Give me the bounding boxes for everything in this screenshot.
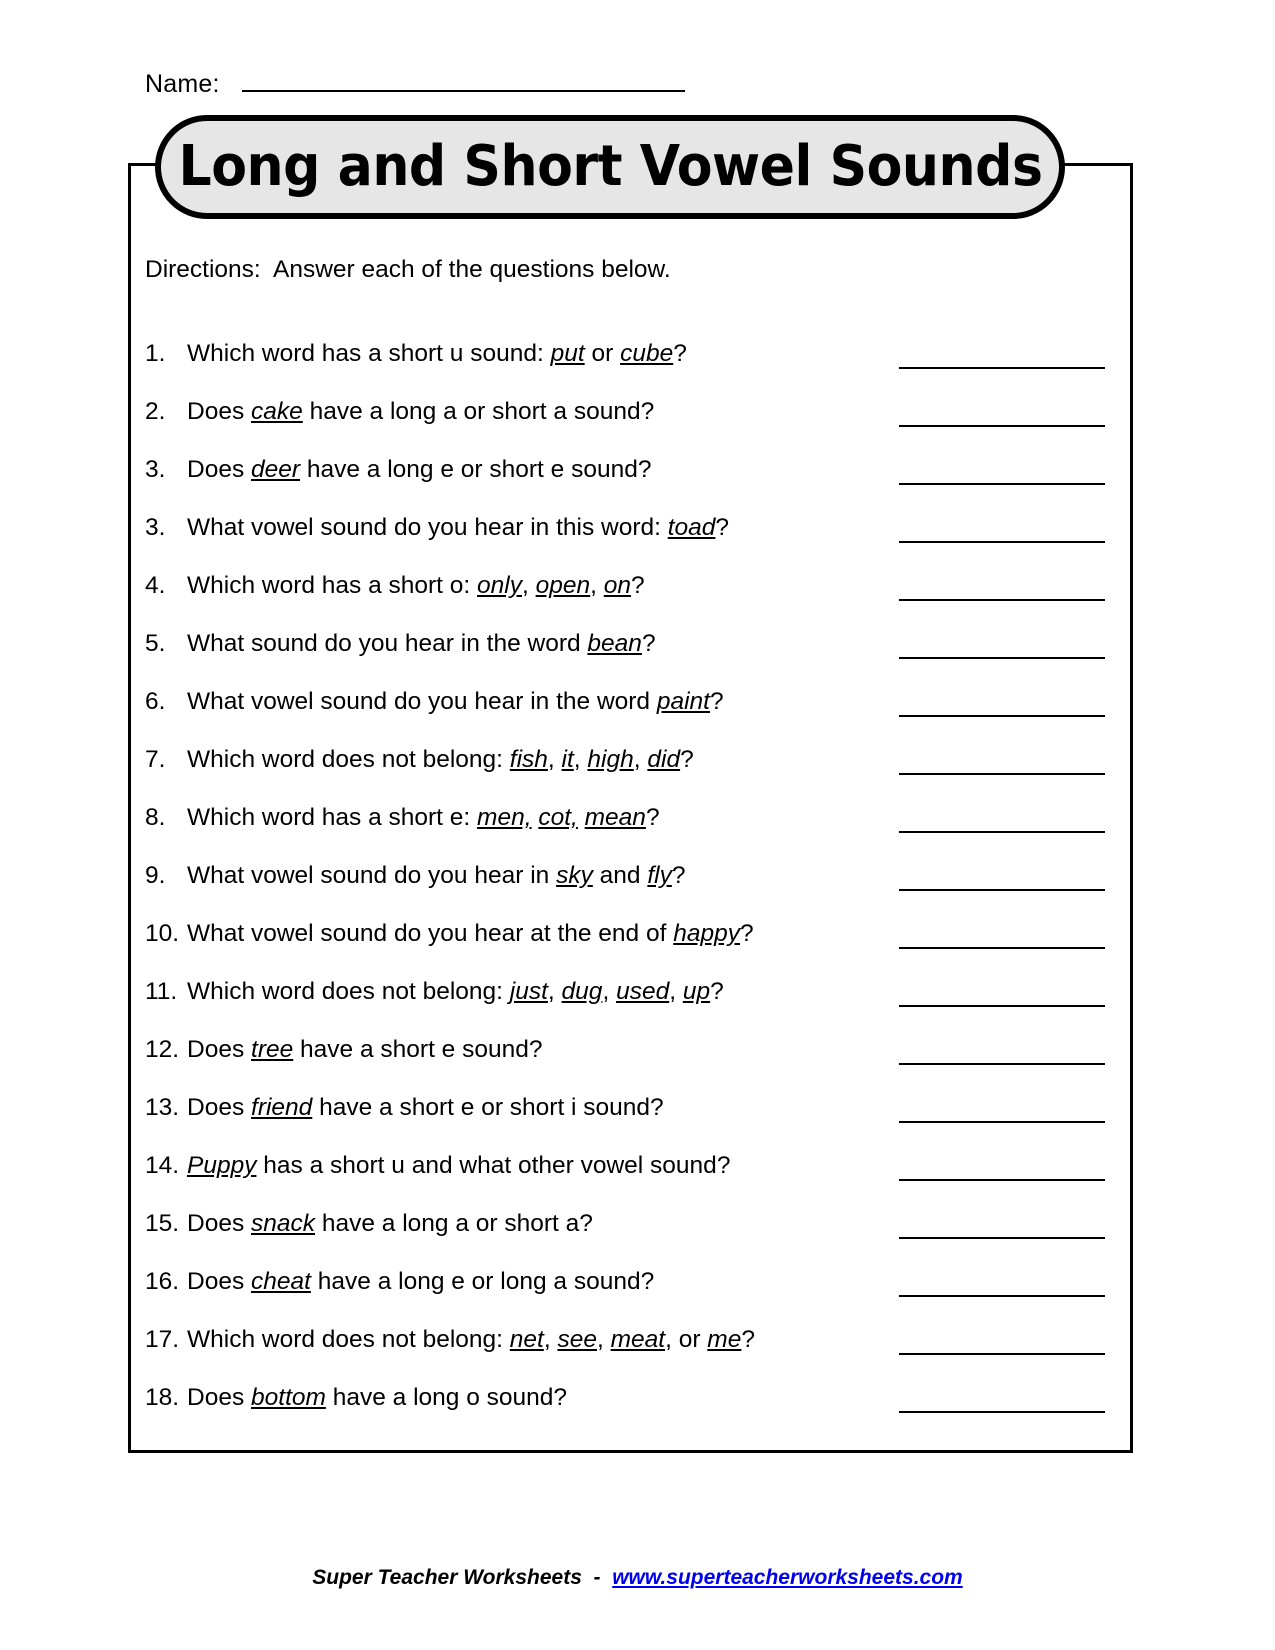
- question-word-emphasis: cot,: [538, 804, 578, 831]
- question-text-span: ?: [741, 1326, 755, 1353]
- question-word-emphasis: paint: [656, 688, 710, 715]
- answer-blank[interactable]: [899, 367, 1105, 369]
- question-word-emphasis: cake: [251, 398, 303, 425]
- question-word-emphasis: fly: [647, 862, 672, 889]
- question-text: [187, 456, 651, 484]
- question-number: 11.: [145, 978, 178, 1005]
- question-text-span: Which word has a short u sound:: [187, 340, 551, 367]
- directions-text: Directions: Answer each of the questions below.: [145, 256, 671, 283]
- question-text: [187, 1210, 593, 1238]
- answer-blank[interactable]: [899, 1005, 1105, 1007]
- question-text: [187, 340, 687, 368]
- question-word-emphasis: put: [550, 340, 585, 367]
- question-number: 2.: [145, 398, 166, 425]
- question-row: [145, 688, 1105, 746]
- question-row: [145, 1384, 1105, 1442]
- question-number: 1.: [145, 340, 166, 367]
- question-text-span: What vowel sound do you hear in this word:: [187, 514, 668, 541]
- answer-blank[interactable]: [899, 715, 1105, 717]
- answer-blank[interactable]: [899, 1295, 1105, 1297]
- question-word-emphasis: used: [616, 978, 670, 1005]
- question-word-emphasis: sky: [556, 862, 593, 889]
- answer-blank[interactable]: [899, 541, 1105, 543]
- name-label: Name:: [145, 70, 220, 98]
- question-row: [145, 862, 1105, 920]
- name-input-blank[interactable]: [242, 68, 685, 92]
- answer-blank[interactable]: [899, 657, 1105, 659]
- question-word-emphasis: dug: [561, 978, 603, 1005]
- question-word-emphasis: deer: [251, 456, 301, 483]
- question-text-span: Does: [187, 456, 252, 483]
- question-text-span: Does: [187, 1384, 252, 1411]
- question-text-span: What sound do you hear in the word: [187, 630, 588, 657]
- question-text-span: What vowel sound do you hear in: [187, 862, 557, 889]
- question-number: 3.: [145, 456, 166, 483]
- question-text-span: Does: [187, 1036, 252, 1063]
- question-word-emphasis: only: [477, 572, 522, 599]
- question-text-span: ?: [740, 920, 754, 947]
- question-text-span: Which word does not belong:: [187, 1326, 510, 1353]
- question-text-span: ,: [547, 978, 562, 1005]
- question-text-span: Does: [187, 398, 252, 425]
- question-text-span: have a short e sound?: [293, 1036, 543, 1063]
- question-text-span: ,: [547, 746, 562, 773]
- answer-blank[interactable]: [899, 483, 1105, 485]
- answer-blank[interactable]: [899, 1353, 1105, 1355]
- question-text: [187, 1326, 755, 1354]
- answer-blank[interactable]: [899, 889, 1105, 891]
- question-row: [145, 456, 1105, 514]
- question-text-span: ,: [596, 1326, 611, 1353]
- answer-blank[interactable]: [899, 947, 1105, 949]
- question-text: [187, 572, 645, 600]
- question-row: [145, 746, 1105, 804]
- question-list: [145, 340, 1105, 1442]
- question-text-span: ?: [715, 514, 730, 541]
- question-number: 5.: [145, 630, 166, 657]
- question-text: [187, 1094, 664, 1122]
- question-number: 9.: [145, 862, 166, 889]
- question-text: [187, 1152, 730, 1180]
- question-text-span: [578, 804, 585, 831]
- question-text: [187, 1036, 543, 1064]
- question-row: [145, 1152, 1105, 1210]
- question-number: 4.: [145, 572, 166, 599]
- question-word-emphasis: high: [587, 746, 634, 773]
- question-text-span: What vowel sound do you hear at the end of: [187, 920, 674, 947]
- question-number: 15.: [145, 1210, 180, 1237]
- answer-blank[interactable]: [899, 1063, 1105, 1065]
- question-text: [187, 1268, 654, 1296]
- answer-blank[interactable]: [899, 599, 1105, 601]
- question-word-emphasis: cheat: [251, 1268, 311, 1295]
- question-text-span: have a long a or short a sound?: [302, 398, 655, 425]
- question-word-emphasis: meat: [610, 1326, 666, 1353]
- question-text-span: ,: [522, 572, 536, 599]
- question-text-span: ,: [590, 572, 604, 599]
- question-text-span: , or: [665, 1326, 708, 1353]
- question-text-span: ,: [543, 1326, 558, 1353]
- question-text-span: Which word has a short o:: [187, 572, 478, 599]
- question-row: [145, 398, 1105, 456]
- question-row: [145, 1326, 1105, 1384]
- question-text-span: have a short e or short i sound?: [312, 1094, 664, 1121]
- question-word-emphasis: me: [707, 1326, 742, 1353]
- question-text: [187, 688, 724, 716]
- question-text: [187, 804, 660, 832]
- question-text-span: ?: [641, 630, 656, 657]
- question-text-span: ?: [671, 862, 686, 889]
- page-title: Long and Short Vowel Sounds: [178, 134, 1043, 199]
- question-number: 14.: [145, 1152, 180, 1179]
- question-number: 10.: [145, 920, 180, 947]
- worksheet-title-banner: [155, 115, 1065, 219]
- question-text-span: Does: [187, 1210, 252, 1237]
- question-text-span: ?: [680, 746, 694, 773]
- question-text-span: ?: [631, 572, 645, 599]
- question-word-emphasis: mean: [584, 804, 646, 831]
- question-number: 18.: [145, 1384, 180, 1411]
- question-text: [187, 630, 656, 658]
- question-text-span: Which word does not belong:: [187, 746, 510, 773]
- question-word-emphasis: bottom: [251, 1384, 326, 1411]
- question-word-emphasis: up: [682, 978, 711, 1005]
- name-row: [145, 68, 685, 99]
- question-number: 12.: [145, 1036, 180, 1063]
- answer-blank[interactable]: [899, 1237, 1105, 1239]
- question-row: [145, 920, 1105, 978]
- question-text: [187, 862, 685, 890]
- question-word-emphasis: see: [557, 1326, 597, 1353]
- question-text: [187, 978, 724, 1006]
- question-text-span: ,: [633, 746, 648, 773]
- question-text-span: What vowel sound do you hear in the word: [187, 688, 657, 715]
- question-row: [145, 340, 1105, 398]
- question-text-span: and: [592, 862, 648, 889]
- question-text-span: Which word does not belong:: [187, 978, 510, 1005]
- question-word-emphasis: net: [509, 1326, 544, 1353]
- question-word-emphasis: friend: [251, 1094, 313, 1121]
- question-text-span: have a long a or short a?: [315, 1210, 593, 1237]
- question-text-span: ?: [710, 688, 724, 715]
- question-number: 3.: [145, 514, 166, 541]
- question-word-emphasis: fish: [509, 746, 548, 773]
- answer-blank[interactable]: [899, 425, 1105, 427]
- question-row: [145, 978, 1105, 1036]
- question-row: [145, 514, 1105, 572]
- question-number: 6.: [145, 688, 166, 715]
- question-number: 17.: [145, 1326, 180, 1353]
- question-row: [145, 572, 1105, 630]
- answer-blank[interactable]: [899, 831, 1105, 833]
- question-text-span: ,: [602, 978, 617, 1005]
- question-text-span: ,: [573, 746, 588, 773]
- question-text-span: have a long e or long a sound?: [310, 1268, 655, 1295]
- question-word-emphasis: tree: [251, 1036, 294, 1063]
- question-word-emphasis: open: [535, 572, 591, 599]
- question-number: 8.: [145, 804, 166, 831]
- question-word-emphasis: Puppy: [187, 1152, 257, 1179]
- question-text: [187, 398, 654, 426]
- footer-brand: Super Teacher Worksheets -: [312, 1566, 613, 1589]
- question-number: 16.: [145, 1268, 180, 1295]
- question-word-emphasis: toad: [667, 514, 716, 541]
- question-word-emphasis: on: [603, 572, 632, 599]
- question-text-span: ?: [673, 340, 687, 367]
- question-row: [145, 804, 1105, 862]
- question-text-span: Does: [187, 1268, 252, 1295]
- question-word-emphasis: just: [509, 978, 548, 1005]
- question-text-span: ?: [645, 804, 660, 831]
- question-word-emphasis: cube: [620, 340, 674, 367]
- question-text-span: ,: [669, 978, 683, 1005]
- question-text: [187, 1384, 567, 1412]
- answer-blank[interactable]: [899, 1121, 1105, 1123]
- question-word-emphasis: men,: [477, 804, 532, 831]
- question-text-span: or: [584, 340, 621, 367]
- question-text-span: Does: [187, 1094, 252, 1121]
- question-row: [145, 1210, 1105, 1268]
- question-word-emphasis: happy: [673, 920, 740, 947]
- question-word-emphasis: bean: [587, 630, 642, 657]
- question-text-span: Which word has a short e:: [187, 804, 478, 831]
- question-text-span: have a long e or short e sound?: [300, 456, 652, 483]
- question-text-span: have a long o sound?: [325, 1384, 568, 1411]
- question-text: [187, 514, 729, 542]
- question-row: [145, 1094, 1105, 1152]
- question-word-emphasis: it: [561, 746, 574, 773]
- answer-blank[interactable]: [899, 773, 1105, 775]
- question-row: [145, 630, 1105, 688]
- question-number: 13.: [145, 1094, 180, 1121]
- footer-url-link[interactable]: www.superteacherworksheets.com: [612, 1566, 963, 1589]
- question-row: [145, 1268, 1105, 1326]
- question-text: [187, 920, 754, 948]
- question-row: [145, 1036, 1105, 1094]
- question-word-emphasis: did: [647, 746, 681, 773]
- answer-blank[interactable]: [899, 1411, 1105, 1413]
- answer-blank[interactable]: [899, 1179, 1105, 1181]
- question-text-span: has a short u and what other vowel sound?: [256, 1152, 731, 1179]
- question-word-emphasis: snack: [251, 1210, 316, 1237]
- question-text-span: ?: [710, 978, 724, 1005]
- question-text: [187, 746, 694, 774]
- question-number: 7.: [145, 746, 166, 773]
- footer: [0, 1566, 1275, 1590]
